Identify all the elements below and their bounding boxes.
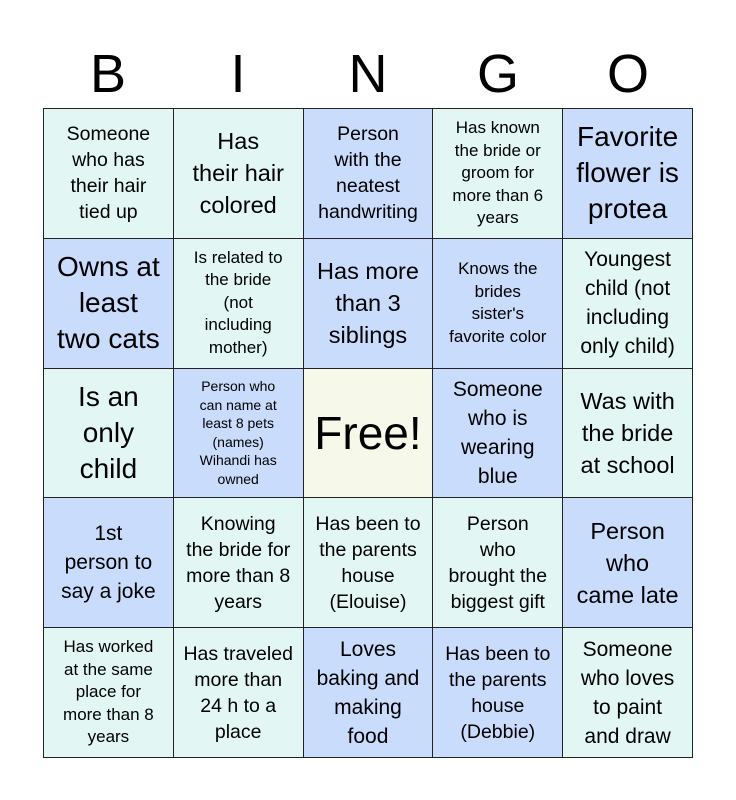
- bingo-cell[interactable]: [433, 498, 563, 628]
- cell-text: Has traveled more than 24 h to a place: [183, 642, 293, 743]
- cell-text: Has more than 3 siblings: [317, 258, 419, 349]
- cell-text: Has been to the parents house (Elouise): [315, 512, 421, 613]
- bingo-cell[interactable]: [174, 239, 304, 369]
- header-letter-n: N: [348, 44, 388, 104]
- cell-text: Person who brought the biggest gift: [448, 512, 548, 613]
- bingo-cell[interactable]: [44, 498, 174, 628]
- cell-text: Person with the neatest handwriting: [318, 123, 418, 224]
- bingo-cell[interactable]: [174, 369, 304, 499]
- header-letter-g: G: [476, 44, 519, 104]
- bingo-cell[interactable]: [44, 109, 174, 239]
- cell-text: Someone who is wearing blue: [452, 377, 543, 488]
- bingo-cell[interactable]: [304, 239, 434, 369]
- bingo-cell[interactable]: [174, 109, 304, 239]
- bingo-cell[interactable]: [174, 498, 304, 628]
- cell-text: Person who came late: [576, 517, 679, 608]
- cell-text: Knows the brides sister's favorite color: [449, 259, 547, 346]
- bingo-cell[interactable]: [433, 628, 563, 758]
- bingo-cell[interactable]: [304, 628, 434, 758]
- cell-text: Is related to the bride (not including mother): [193, 247, 283, 357]
- cell-text: Someone who has their hair tied up: [66, 123, 151, 224]
- bingo-cell[interactable]: [563, 239, 693, 369]
- bingo-cell[interactable]: [433, 239, 563, 369]
- cell-text: Has been to the parents house (Debbie): [445, 642, 551, 743]
- free-space-text: Free!: [314, 406, 422, 459]
- bingo-cell[interactable]: [433, 109, 563, 239]
- cell-text: Has their hair colored: [192, 128, 284, 219]
- cell-text: Has known the bride or groom for more than 6 years: [452, 118, 544, 228]
- bingo-cell[interactable]: [304, 109, 434, 239]
- header-letter-i: I: [230, 44, 246, 104]
- cell-text: Loves baking and making food: [316, 637, 420, 748]
- bingo-cell[interactable]: [44, 369, 174, 499]
- bingo-cell[interactable]: [563, 628, 693, 758]
- bingo-header: [43, 44, 693, 104]
- free-space-cell[interactable]: [304, 369, 434, 499]
- cell-text: Owns at least two cats: [57, 251, 160, 355]
- bingo-cell[interactable]: [174, 628, 304, 758]
- bingo-cell[interactable]: [563, 369, 693, 499]
- bingo-cell[interactable]: [304, 498, 434, 628]
- bingo-cell[interactable]: [433, 369, 563, 499]
- cell-text: Is an only child: [78, 380, 139, 484]
- cell-text: Person who can name at least 8 pets (names) Wihandi has owned: [199, 378, 277, 487]
- cell-text: Someone who loves to paint and draw: [580, 637, 675, 748]
- cell-text: Was with the bride at school: [580, 387, 675, 478]
- cell-text: 1st person to say a joke: [61, 522, 156, 604]
- cell-text: Knowing the bride for more than 8 years: [186, 512, 291, 613]
- cell-text: Youngest child (not including only child): [580, 248, 675, 359]
- cell-text: Has worked at the same place for more than 8 years: [63, 637, 154, 747]
- bingo-cell[interactable]: [44, 239, 174, 369]
- bingo-grid: [43, 108, 693, 758]
- bingo-cell[interactable]: [563, 498, 693, 628]
- cell-text: Favorite flower is protea: [576, 121, 679, 225]
- bingo-cell[interactable]: [44, 628, 174, 758]
- bingo-cell[interactable]: [563, 109, 693, 239]
- header-letter-o: O: [606, 44, 649, 104]
- header-letter-b: B: [89, 44, 127, 104]
